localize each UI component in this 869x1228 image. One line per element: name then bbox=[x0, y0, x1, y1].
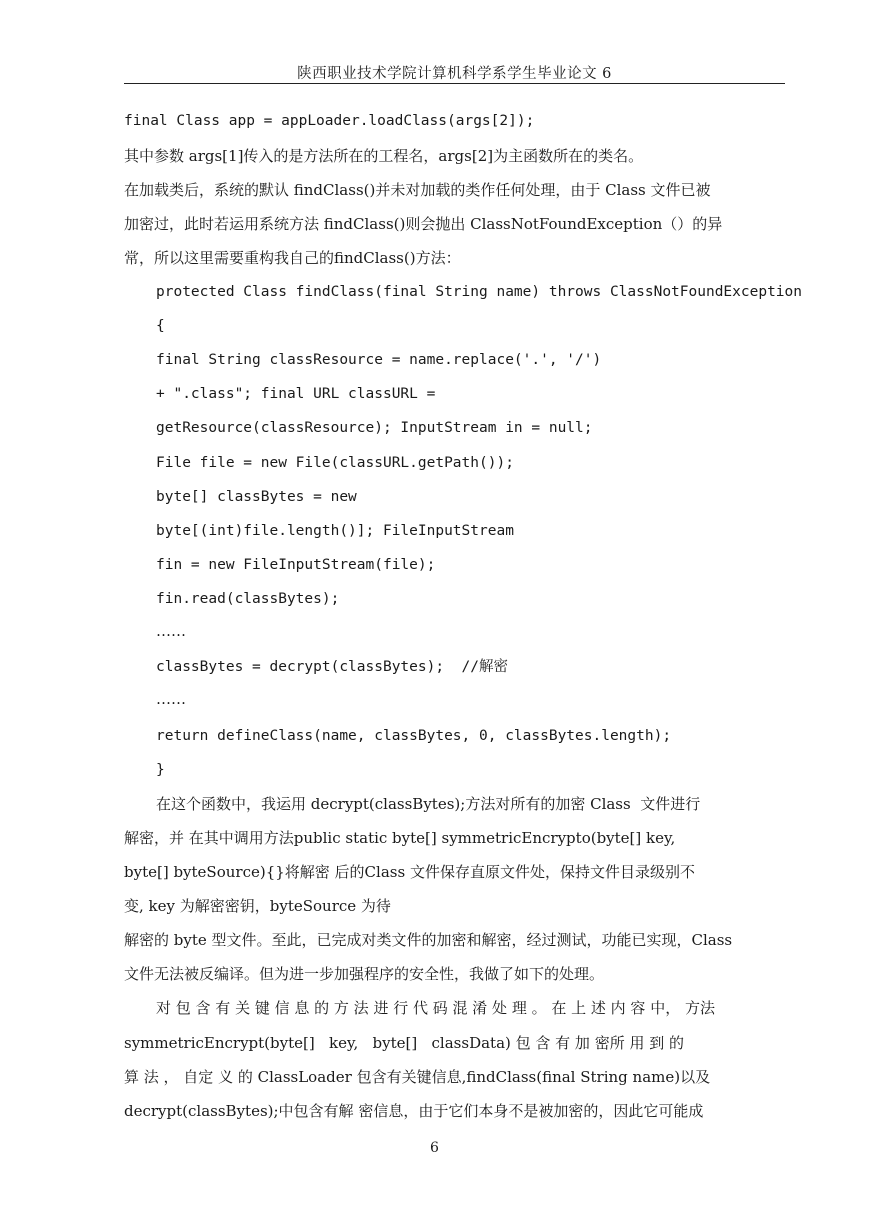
paragraph-findclass-1: 在加载类后，系统的默认 findClass()并未对加载的类作任何处理，由于 Class 文件已被 bbox=[124, 181, 711, 199]
code-line: return defineClass(name, classBytes, 0, classBytes.length); bbox=[156, 728, 672, 744]
code-line: byte[] classBytes = new bbox=[156, 489, 357, 505]
code-line: File file = new File(classURL.getPath()); bbox=[156, 455, 514, 471]
code-line: classBytes = decrypt(classBytes); //解密 bbox=[156, 659, 509, 675]
code-ellipsis: …… bbox=[156, 622, 186, 640]
paragraph-findclass-2: 加密过，此时若运用系统方法 findClass()则会抛出 ClassNotFoundException（）的异 bbox=[124, 215, 723, 233]
code-line: } bbox=[156, 762, 165, 778]
paragraph-obfuscate-3: 算 法 ， 自定 义 的 ClassLoader 包含有关键信息,findClass(final String name)以及 bbox=[124, 1068, 711, 1086]
paragraph-decrypt-4: 变, key 为解密密钥，byteSource 为待 bbox=[124, 897, 391, 915]
code-line: fin = new FileInputStream(file); bbox=[156, 557, 436, 573]
code-line: protected Class findClass(final String name) throws ClassNotFoundException bbox=[156, 284, 803, 300]
paragraph-decrypt-2: 解密，并 在其中调用方法public static byte[] symmetricEncrypto(byte[] key, bbox=[124, 829, 676, 847]
code-line: byte[(int)file.length()]; FileInputStream bbox=[156, 523, 514, 539]
paragraph-decrypt-1: 在这个函数中，我运用 decrypt(classBytes);方法对所有的加密 Class 文件进行 bbox=[156, 795, 701, 813]
code-line-loadclass: final Class app = appLoader.loadClass(args[2]); bbox=[124, 113, 535, 129]
paragraph-args: 其中参数 args[1]传入的是方法所在的工程名，args[2]为主函数所在的类名。 bbox=[124, 147, 644, 165]
paragraph-obfuscate-2: symmetricEncrypt(byte[] key, byte[] classData) 包 含 有 加 密所 用 到 的 bbox=[124, 1034, 685, 1052]
paragraph-obfuscate-1: 对 包 含 有 关 键 信 息 的 方 法 进 行 代 码 混 淆 处 理 。 在 上 述 内 容 中， 方法 bbox=[156, 999, 715, 1017]
page-number: 6 bbox=[430, 1140, 439, 1156]
code-line: fin.read(classBytes); bbox=[156, 591, 340, 607]
paragraph-obfuscate-4: decrypt(classBytes);中包含有解 密信息，由于它们本身不是被加密的，因此它可能成 bbox=[124, 1102, 704, 1120]
paragraph-findclass-3: 常，所以这里需要重构我自己的findClass()方法： bbox=[124, 249, 461, 267]
page-header: 陕西职业技术学院计算机科学系学生毕业论文 6 bbox=[297, 66, 612, 82]
code-line: { bbox=[156, 318, 165, 334]
code-line: getResource(classResource); InputStream in = null; bbox=[156, 420, 593, 436]
header-rule bbox=[124, 83, 785, 84]
code-line: + ".class"; final URL classURL = bbox=[156, 386, 436, 402]
code-line: final String classResource = name.replace('.', '/') bbox=[156, 352, 602, 368]
paragraph-decrypt-6: 文件无法被反编译。但为进一步加强程序的安全性，我做了如下的处理。 bbox=[124, 965, 605, 983]
paragraph-decrypt-5: 解密的 byte 型文件。至此，已完成对类文件的加密和解密，经过测试，功能已实现，Class bbox=[124, 931, 733, 949]
code-ellipsis: …… bbox=[156, 690, 186, 708]
paragraph-decrypt-3: byte[] byteSource){}将解密 后的Class 文件保存直原文件处，保持文件目录级别不 bbox=[124, 863, 695, 881]
